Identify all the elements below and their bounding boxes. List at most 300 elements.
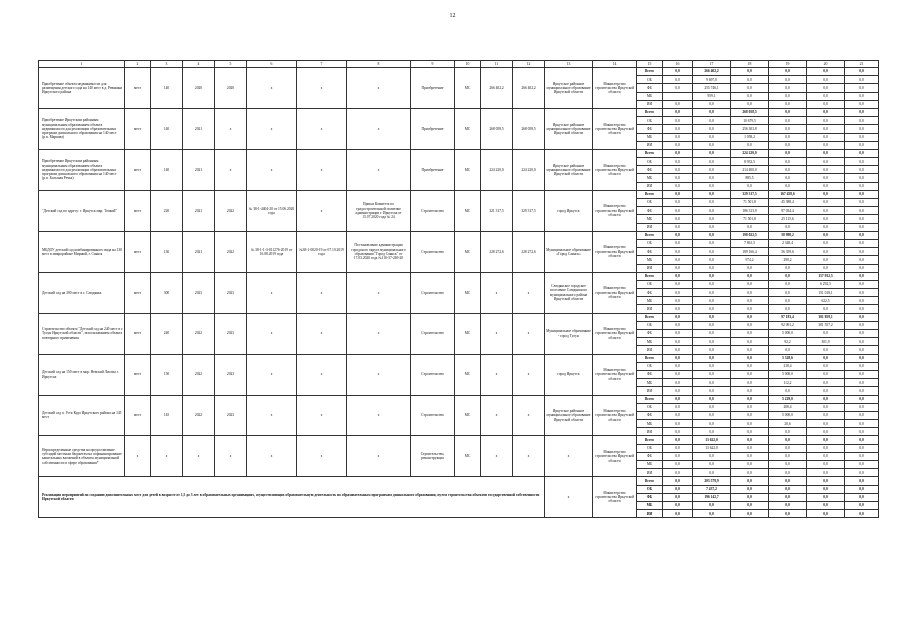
project-field-start: 2021 [183, 231, 215, 272]
funding-value: 0,0 [663, 370, 693, 378]
funding-value: 0,0 [807, 501, 845, 509]
funding-source: ОБ [637, 444, 663, 452]
funding-value: 0,0 [693, 420, 731, 428]
funding-value: 0,0 [663, 182, 693, 190]
funding-value: 0,0 [663, 248, 693, 256]
funding-source: ОБ [637, 321, 663, 329]
funding-value: 0,0 [693, 248, 731, 256]
funding-source: ОБ [637, 485, 663, 493]
funding-value: 0,0 [663, 387, 693, 395]
column-number: 8 [347, 61, 411, 68]
funding-value: 0,0 [845, 469, 879, 477]
project-field-c14: Министерство строительства Иркутской области [593, 272, 637, 313]
funding-value: 0,0 [663, 485, 693, 493]
funding-value: 0,0 [807, 190, 845, 198]
funding-value: 0,0 [769, 297, 807, 305]
funding-value: 959,1 [693, 92, 731, 100]
project-field-c12: 268 058,5 [513, 108, 545, 149]
table-row [39, 354, 879, 362]
funding-value: 0,0 [663, 141, 693, 149]
funding-source: ИИ [637, 223, 663, 231]
funding-value: 0,0 [663, 436, 693, 444]
column-number: 13 [545, 61, 593, 68]
funding-value: 0,0 [807, 330, 845, 338]
funding-value: 0,0 [845, 452, 879, 460]
project-field-c7: х [297, 190, 347, 231]
funding-source: Всего [637, 231, 663, 239]
funding-value: 0,0 [731, 436, 769, 444]
funding-value: 0,0 [731, 289, 769, 297]
project-name: Приобретение объекта недвижимости для размещения детского сада на 140 мест в д. Ревякина Иркутского района [39, 68, 125, 109]
funding-source: ИИ [637, 305, 663, 313]
project-field-end: 2023 [215, 272, 247, 313]
funding-value: 0,0 [663, 223, 693, 231]
funding-value: 290,2 [769, 256, 807, 264]
funding-value: 0,0 [769, 68, 807, 76]
project-field-c9: Строительство [411, 395, 455, 436]
funding-value: 0,0 [731, 493, 769, 501]
project-name: Нераспределенные средства на предоставление субсидий местным бюджетам на софинансирование капитальных вложений в объекты муниципальной собственности в сфере образования* [39, 436, 125, 477]
funding-value: 0,0 [769, 125, 807, 133]
funding-value: 0,0 [693, 133, 731, 141]
funding-value: 0,0 [731, 100, 769, 108]
funding-source: ИИ [637, 264, 663, 272]
funding-value: 20,6 [769, 420, 807, 428]
funding-value: 0,0 [693, 395, 731, 403]
funding-value: 0,0 [731, 313, 769, 321]
funding-source: ОБ [637, 117, 663, 125]
column-number: 6 [247, 61, 297, 68]
funding-value: 71 501,8 [731, 199, 769, 207]
funding-value: 214 400,0 [731, 166, 769, 174]
project-field-capacity: 130 [151, 231, 183, 272]
funding-source: ФБ [637, 370, 663, 378]
funding-value: 0,0 [845, 199, 879, 207]
funding-value: 0,0 [807, 182, 845, 190]
funding-source: МБ [637, 92, 663, 100]
funding-source: Всего [637, 313, 663, 321]
column-number: 4 [183, 61, 215, 68]
funding-value: 92,2 [769, 338, 807, 346]
column-number: 2 [125, 61, 151, 68]
project-field-c14: Министерство строительства Иркутской области [593, 190, 637, 231]
summary-row [39, 477, 879, 485]
funding-value: 0,0 [693, 239, 731, 247]
funding-value: 0,0 [807, 469, 845, 477]
funding-value: 0,0 [807, 477, 845, 485]
project-field-c13: Слюдянское городское поселение Слюдянского муниципального района Иркутской области [545, 272, 593, 313]
funding-value: 0,0 [845, 370, 879, 378]
project-field-end: х [215, 108, 247, 149]
funding-value: 97 034,4 [769, 207, 807, 215]
funding-value: 0,0 [845, 485, 879, 493]
funding-value: 0,0 [845, 68, 879, 76]
project-field-end: 2023 [215, 354, 247, 395]
project-field-c10: МС [455, 272, 481, 313]
funding-value: 0,0 [693, 182, 731, 190]
project-field-c14: Министерство строительства Иркутской области [593, 354, 637, 395]
project-field-end: 2023 [215, 313, 247, 354]
funding-value: 0,0 [731, 338, 769, 346]
funding-value: 0,0 [769, 280, 807, 288]
funding-value: 0,0 [807, 370, 845, 378]
investment-table [38, 60, 879, 518]
funding-value: 0,0 [845, 182, 879, 190]
project-field-c9: Строительство [411, 313, 455, 354]
funding-value: 0,0 [663, 501, 693, 509]
funding-value: 0,0 [769, 100, 807, 108]
funding-value: 0,0 [663, 330, 693, 338]
project-field-c6: х [247, 108, 297, 149]
project-field-start: 2021 [183, 108, 215, 149]
funding-value: 0,0 [663, 420, 693, 428]
funding-value: 0,0 [693, 411, 731, 419]
column-number-row [39, 61, 879, 68]
project-field-unit: мест [125, 190, 151, 231]
funding-value: 0,0 [845, 117, 879, 125]
funding-value: 0,0 [731, 141, 769, 149]
project-field-end: 2022 [215, 231, 247, 272]
column-number: 5 [215, 61, 247, 68]
project-field-start: 2021 [183, 190, 215, 231]
funding-value: 0,0 [731, 305, 769, 313]
funding-source: ФБ [637, 493, 663, 501]
project-field-c12: х [513, 272, 545, 313]
project-name: Строительство объекта "Детский сад на 240 мест в г. Тулун Иркутской области", использованием объекта повторного применения [39, 313, 125, 354]
project-field-c13: Иркутское районное муниципальное образование Иркутской области [545, 395, 593, 436]
funding-value: 0,0 [663, 510, 693, 518]
funding-value: 6 292,5 [807, 280, 845, 288]
funding-source: Всего [637, 108, 663, 116]
funding-value: 0,0 [807, 76, 845, 84]
funding-value: 0,0 [731, 510, 769, 518]
project-field-c14: Министерство строительства Иркутской области [593, 313, 637, 354]
funding-value: 0,0 [807, 239, 845, 247]
funding-source: МБ [637, 133, 663, 141]
funding-value: 0,0 [769, 428, 807, 436]
funding-value: 0,0 [693, 379, 731, 387]
funding-value: 0,0 [693, 461, 731, 469]
project-field-unit: мест [125, 313, 151, 354]
funding-value: 0,0 [807, 108, 845, 116]
funding-value: 0,0 [807, 248, 845, 256]
project-field-capacity: 145 [151, 395, 183, 436]
funding-value: 0,0 [845, 493, 879, 501]
funding-value: 7 437,2 [693, 485, 731, 493]
funding-value: 0,0 [663, 215, 693, 223]
funding-value: 0,0 [693, 501, 731, 509]
funding-value: 0,0 [769, 469, 807, 477]
funding-value: 0,0 [731, 264, 769, 272]
project-field-c9: Строительство [411, 354, 455, 395]
funding-value: 5 328,6 [769, 354, 807, 362]
funding-value: 0,0 [769, 346, 807, 354]
funding-value: 0,0 [731, 321, 769, 329]
funding-value: 25 115,6 [769, 215, 807, 223]
column-number: 10 [455, 61, 481, 68]
funding-source: МБ [637, 256, 663, 264]
project-field-c11: 321 317,5 [481, 190, 513, 231]
project-field-c7: №38-1-0020-19 от 07.10.2019 года [297, 231, 347, 272]
project-name: "Детский сад по адресу: г. Иркутск мкр. Топкий" [39, 190, 125, 231]
summary-name: Реализация мероприятий по созданию дополнительных мест для детей в возрасте от 1,5 до 3 лет в образовательных организациях, осуществляющих образовательную деятельность по образовательным программам дошкольного образования, путем строительства объектов государственной собственности Иркутской области [39, 477, 545, 518]
funding-value: 0,0 [731, 420, 769, 428]
project-field-capacity: 240 [151, 313, 183, 354]
funding-value: 329 317,5 [731, 190, 769, 198]
funding-source: ОБ [637, 239, 663, 247]
project-field-c14: Министерство строительства Иркутской области [593, 395, 637, 436]
funding-value: 0,0 [693, 469, 731, 477]
summary-field-c14: Министерство строительства Иркутской области [593, 477, 637, 518]
funding-source: ОБ [637, 158, 663, 166]
funding-value: 256 303,8 [731, 125, 769, 133]
funding-value: 0,0 [693, 174, 731, 182]
funding-value: 151 018,1 [807, 289, 845, 297]
funding-value [663, 92, 693, 100]
project-field-c11: х [481, 313, 513, 354]
project-field-c8: х [347, 68, 411, 109]
funding-value: 0,0 [663, 174, 693, 182]
funding-value: 5 229,0 [769, 395, 807, 403]
funding-value: 0,0 [845, 420, 879, 428]
funding-value: 9 697,0 [693, 76, 731, 84]
funding-value: 0,0 [663, 379, 693, 387]
funding-value: 0,0 [663, 149, 693, 157]
funding-value: 301,9 [807, 338, 845, 346]
project-field-c14: Министерство строительства Иркутской области [593, 68, 637, 109]
funding-value: 0,0 [845, 133, 879, 141]
project-field-c9: Приобретение [411, 108, 455, 149]
funding-value: 0,0 [731, 411, 769, 419]
funding-source: ОБ [637, 362, 663, 370]
funding-value: 0,0 [693, 321, 731, 329]
funding-source: ИИ [637, 428, 663, 436]
funding-value: 0,0 [845, 436, 879, 444]
project-field-capacity: х [151, 436, 183, 477]
funding-value: 255 746,1 [693, 84, 731, 92]
funding-value: 0,0 [845, 272, 879, 280]
funding-source: ИИ [637, 469, 663, 477]
project-field-c6: х [247, 149, 297, 190]
funding-source: МБ [637, 174, 663, 182]
funding-value: 0,0 [769, 174, 807, 182]
funding-source: ИИ [637, 510, 663, 518]
funding-value: 0,0 [769, 501, 807, 509]
funding-value: 974,2 [731, 256, 769, 264]
funding-value: 0,0 [663, 199, 693, 207]
funding-value: 112,2 [769, 379, 807, 387]
funding-value: 0,0 [807, 387, 845, 395]
funding-value: 0,0 [693, 264, 731, 272]
funding-value: 71 501,8 [731, 215, 769, 223]
project-field-unit: мест [125, 149, 151, 190]
project-field-c8: х [347, 354, 411, 395]
project-field-capacity: 140 [151, 68, 183, 109]
project-field-end: 2023 [215, 395, 247, 436]
table-row [39, 436, 879, 444]
project-field-start: 2022 [183, 313, 215, 354]
funding-value: 0,0 [693, 117, 731, 125]
funding-source: ФБ [637, 330, 663, 338]
funding-value: 0,0 [845, 338, 879, 346]
project-field-c12: 228 272,6 [513, 231, 545, 272]
funding-value: 0,0 [663, 84, 693, 92]
funding-value: 0,0 [845, 321, 879, 329]
column-number: 15 [637, 61, 663, 68]
column-number: 19 [769, 61, 807, 68]
funding-value: 0,0 [693, 280, 731, 288]
funding-source: МБ [637, 420, 663, 428]
project-field-c10: МС [455, 190, 481, 231]
funding-value: 0,0 [693, 362, 731, 370]
funding-value: 0,0 [769, 477, 807, 485]
funding-value: 0,0 [807, 133, 845, 141]
funding-value: 92 091,2 [769, 321, 807, 329]
funding-value: 0,0 [663, 158, 693, 166]
project-field-c10: МС [455, 149, 481, 190]
funding-value: 0,0 [845, 239, 879, 247]
funding-value: 198 022,5 [731, 231, 769, 239]
funding-value: 0,0 [693, 149, 731, 157]
funding-value: 0,0 [807, 510, 845, 518]
project-field-c11: х [481, 272, 513, 313]
funding-value: 0,0 [807, 436, 845, 444]
column-number: 1 [39, 61, 125, 68]
funding-value: 0,0 [845, 379, 879, 387]
funding-value: 0,0 [807, 444, 845, 452]
funding-value: 0,0 [731, 84, 769, 92]
funding-source: ОБ [637, 403, 663, 411]
funding-source: МБ [637, 461, 663, 469]
funding-value: 0,0 [731, 362, 769, 370]
funding-value: 0,0 [731, 280, 769, 288]
column-number: 9 [411, 61, 455, 68]
funding-value: 0,0 [663, 125, 693, 133]
funding-value: 0,0 [845, 223, 879, 231]
project-field-c14: Министерство строительства Иркутской области [593, 436, 637, 477]
funding-source: ФБ [637, 166, 663, 174]
funding-value: 0,0 [693, 223, 731, 231]
funding-value: 0,0 [845, 313, 879, 321]
project-field-c8: х [347, 395, 411, 436]
table-row [39, 68, 879, 76]
funding-value: 0,0 [807, 125, 845, 133]
funding-value: 0,0 [807, 141, 845, 149]
funding-value: 0,0 [845, 215, 879, 223]
project-field-unit: х [125, 436, 151, 477]
funding-source: ИИ [637, 141, 663, 149]
project-field-c11: 224 220,0 [481, 149, 513, 190]
funding-value: 0,0 [769, 76, 807, 84]
project-field-c7: х [297, 272, 347, 313]
project-field-c9: Строительство [411, 231, 455, 272]
project-field-c13: Иркутское районное муниципальное образование Иркутской области [545, 108, 593, 149]
project-field-c11: 228 272,6 [481, 231, 513, 272]
funding-value: 0,0 [845, 108, 879, 116]
funding-value: 0,0 [769, 264, 807, 272]
project-field-start: 2021 [183, 149, 215, 190]
funding-value: 0,0 [663, 395, 693, 403]
funding-value: 0,0 [845, 362, 879, 370]
funding-value: 0,0 [693, 313, 731, 321]
funding-value: 268 058,5 [731, 108, 769, 116]
column-number: 11 [481, 61, 513, 68]
funding-value: 0,0 [693, 510, 731, 518]
project-field-c10: МС [455, 231, 481, 272]
funding-value: 0,0 [845, 403, 879, 411]
funding-source: ФБ [637, 84, 663, 92]
funding-value: 0,0 [663, 338, 693, 346]
funding-value: 0,0 [693, 428, 731, 436]
funding-value: 0,0 [807, 411, 845, 419]
funding-value: 0,0 [807, 92, 845, 100]
funding-value: 0,0 [693, 190, 731, 198]
project-field-c6: х [247, 354, 297, 395]
funding-value: 0,0 [731, 387, 769, 395]
project-field-start: 2022 [183, 354, 215, 395]
funding-value: 0,0 [845, 256, 879, 264]
funding-value: 0,0 [845, 174, 879, 182]
project-field-c7: х [297, 108, 347, 149]
project-field-c8: х [347, 272, 411, 313]
project-field-capacity: 300 [151, 272, 183, 313]
funding-value: 0,0 [845, 330, 879, 338]
funding-source: ФБ [637, 207, 663, 215]
funding-value: 0,0 [769, 108, 807, 116]
funding-value: 0,0 [731, 403, 769, 411]
project-name: Детский сад на 150 мест в мкр. Невский Лисиха г. Иркутска [39, 354, 125, 395]
project-field-c11: х [481, 395, 513, 436]
funding-value: 8 933,5 [731, 158, 769, 166]
funding-value: 0,0 [693, 215, 731, 223]
project-field-c13: х [545, 436, 593, 477]
funding-value: 0,0 [663, 231, 693, 239]
project-field-c6: х [247, 272, 297, 313]
funding-value: 0,0 [693, 452, 731, 460]
funding-value: 0,0 [731, 395, 769, 403]
funding-value: 0,0 [731, 379, 769, 387]
funding-value: 0,0 [769, 305, 807, 313]
funding-value: 0,0 [769, 84, 807, 92]
funding-value: 0,0 [769, 452, 807, 460]
funding-value: 0,0 [731, 297, 769, 305]
column-number: 7 [297, 61, 347, 68]
funding-value: 0,0 [693, 256, 731, 264]
funding-value: 885,5 [731, 174, 769, 182]
funding-source: Всего [637, 190, 663, 198]
project-field-c10: МС [455, 395, 481, 436]
funding-value: 0,0 [845, 297, 879, 305]
funding-value: 0,0 [693, 354, 731, 362]
funding-value: 0,0 [845, 428, 879, 436]
funding-value: 208,4 [769, 403, 807, 411]
funding-value: 0,0 [845, 158, 879, 166]
project-field-c8: х [347, 149, 411, 190]
funding-value: 0,0 [693, 338, 731, 346]
column-number: 20 [807, 61, 845, 68]
funding-value: 0,0 [769, 166, 807, 174]
funding-value: 0,0 [663, 117, 693, 125]
funding-value: 0,0 [845, 141, 879, 149]
table-row [39, 149, 879, 157]
project-field-c13: Иркутское районное муниципальное образование Иркутской области [545, 149, 593, 190]
funding-value: 0,0 [663, 239, 693, 247]
funding-value: 0,0 [845, 280, 879, 288]
funding-value: 0,0 [731, 477, 769, 485]
project-field-c12: х [513, 354, 545, 395]
funding-value: 0,0 [845, 444, 879, 452]
funding-value: 0,0 [663, 133, 693, 141]
